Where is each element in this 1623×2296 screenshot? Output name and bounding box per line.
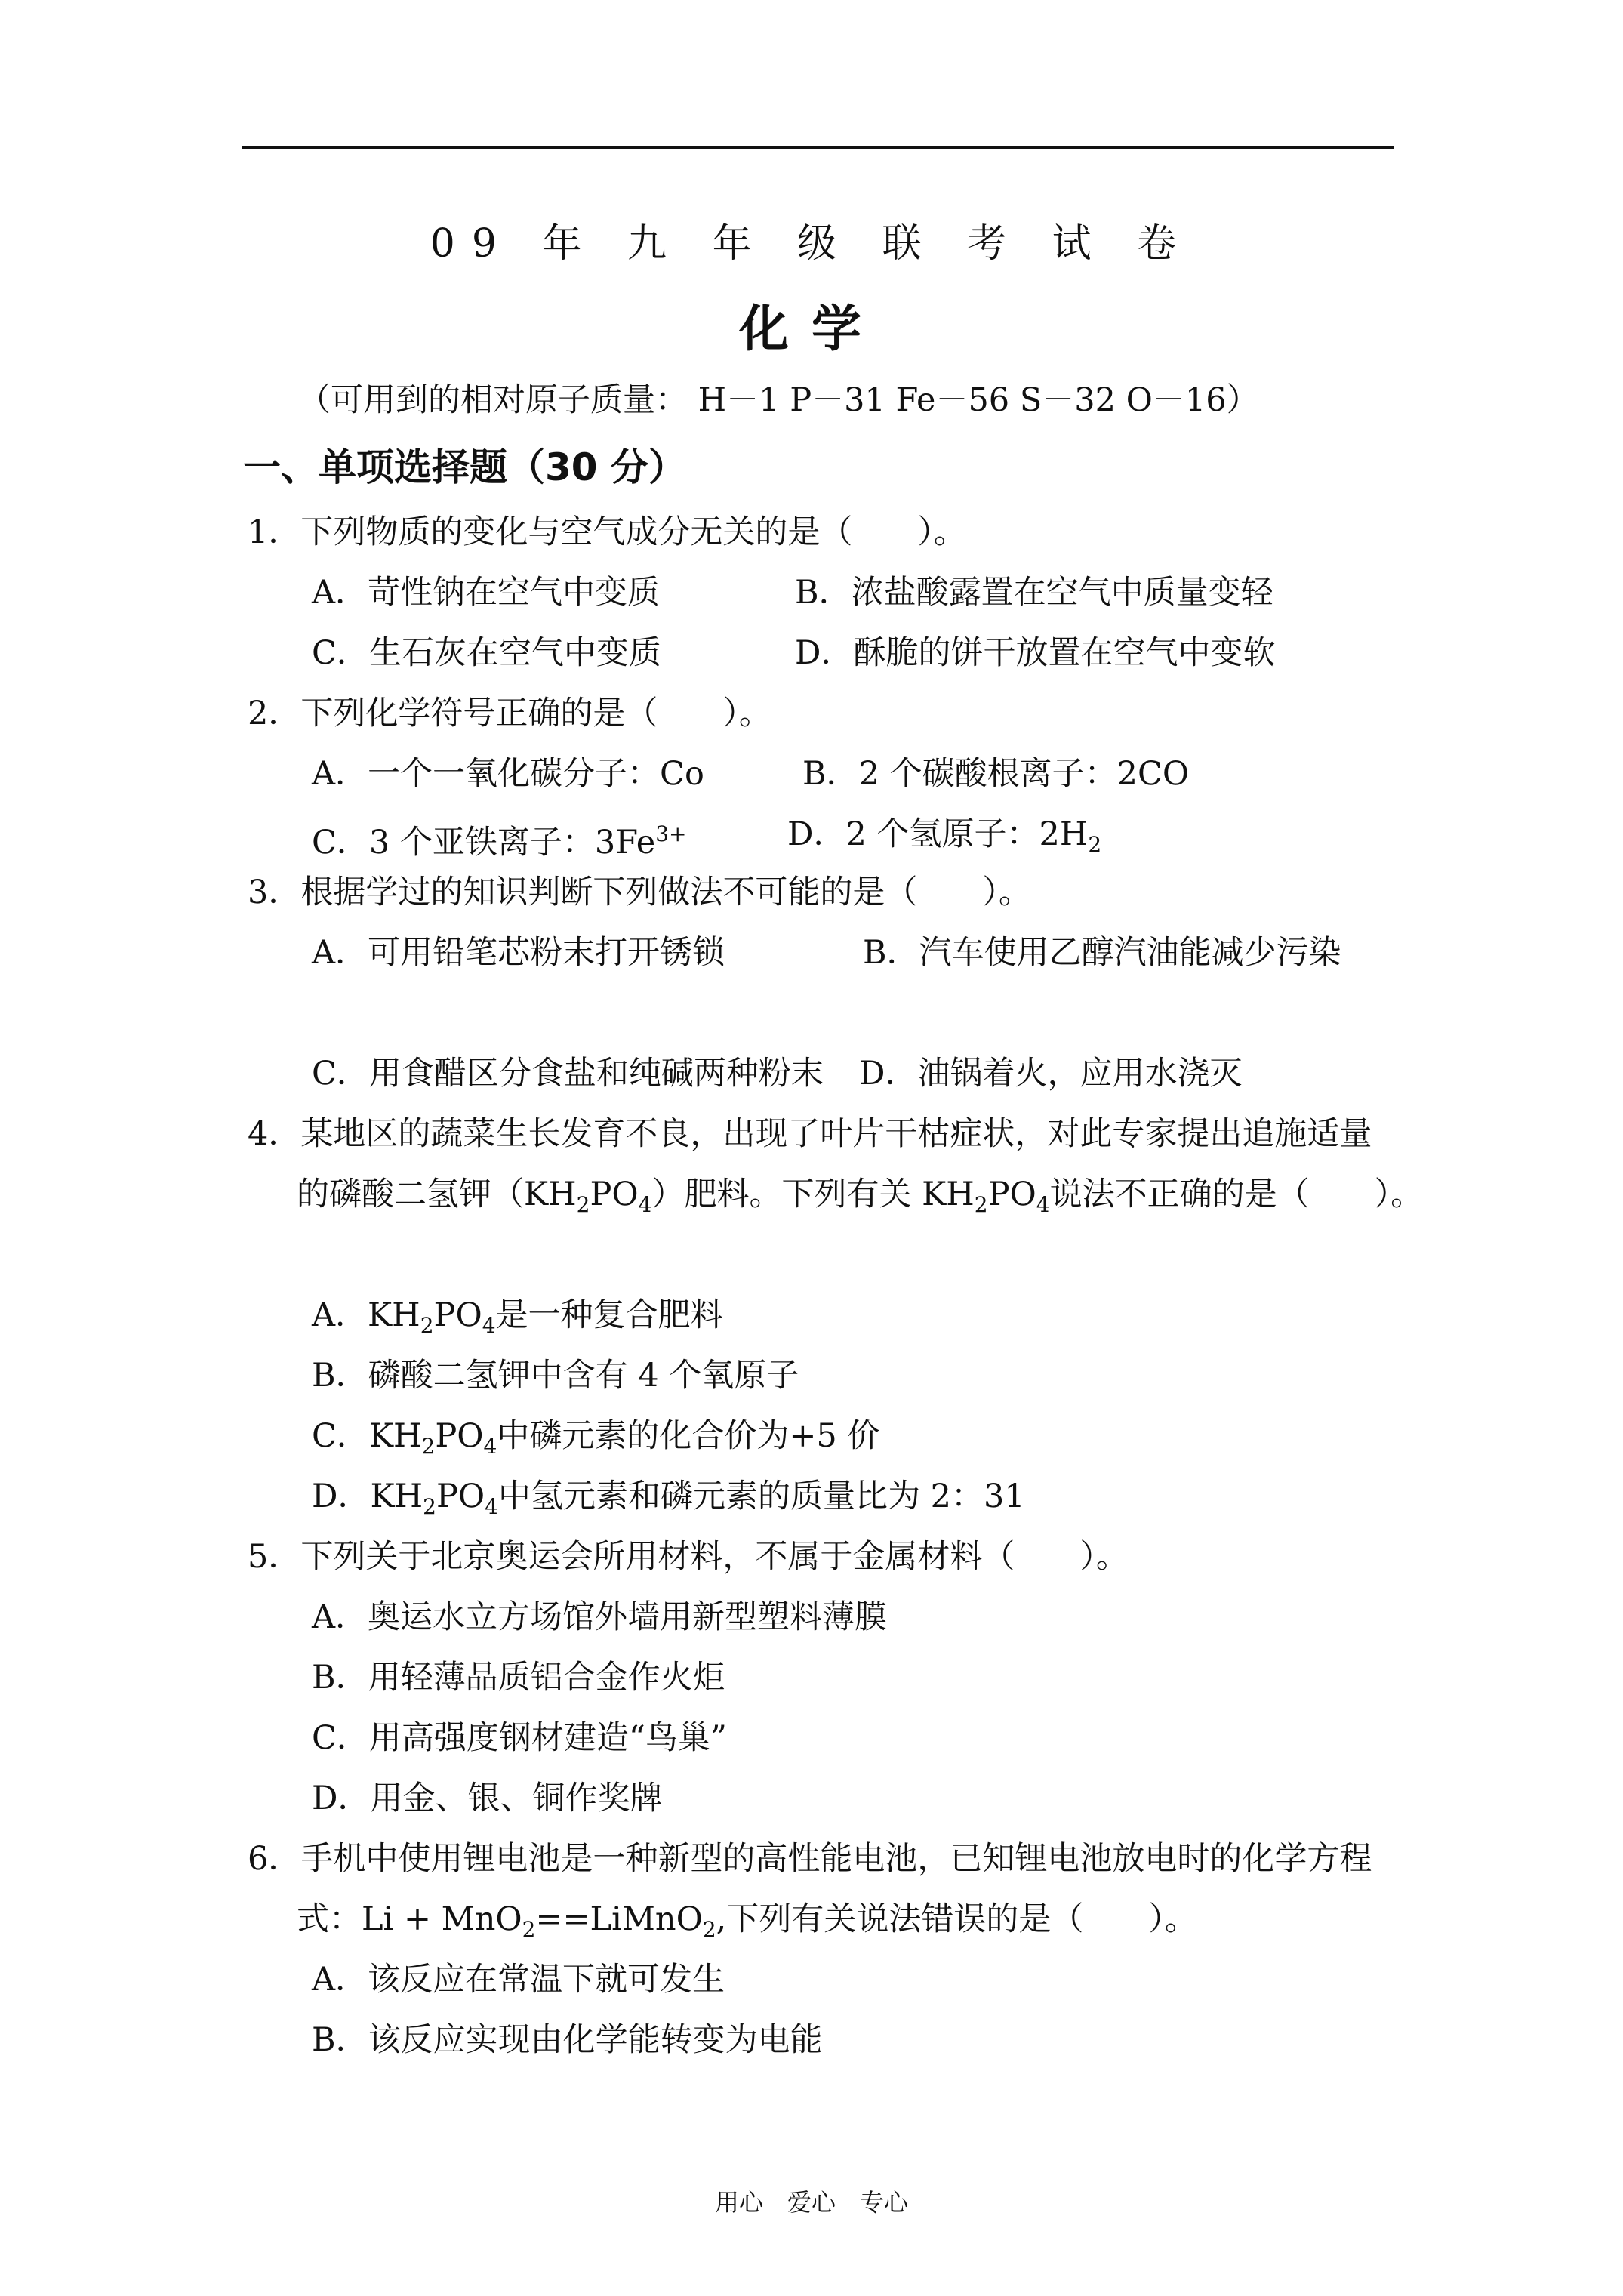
question-5-option-c: C．用高强度钢材建造“鸟巢” <box>312 1719 727 1757</box>
question-4-option-d: D．$KH_2PO_4$中氢元素和磷元素的质量比为 2：31 <box>312 1478 1025 1519</box>
question-4-option-b: B．磷酸二氢钾中含有 4 个氧原子 <box>312 1357 799 1395</box>
question-1-option-c: C．生石灰在空气中变质 <box>312 634 661 672</box>
question-5-option-a: A．奥运水立方场馆外墙用新型塑料薄膜 <box>312 1598 888 1636</box>
question-3-option-b: B．汽车使用乙醇汽油能减少污染 <box>863 934 1341 972</box>
question-1-stem: 1．下列物质的变化与空气成分无关的是（ ）。 <box>248 513 966 551</box>
question-5-stem: 5．下列关于北京奥运会所用材料，不属于金属材料（ ）。 <box>248 1538 1129 1576</box>
exam-title: 09 年 九 年 级 联 考 试 卷 <box>430 221 1193 267</box>
header-rule <box>242 146 1394 149</box>
question-3-option-a: A．可用铅笔芯粉末打开锈锁 <box>312 934 725 972</box>
question-6-option-b: B．该反应实现由化学能转变为电能 <box>312 2021 823 2059</box>
question-2-stem: 2．下列化学符号正确的是（ ）。 <box>248 695 771 732</box>
question-6-stem-line-1: 6．手机中使用锂电池是一种新型的高性能电池，已知锂电池放电时的化学方程 <box>248 1840 1372 1878</box>
question-4-stem-line-2: 的磷酸二氢钾$(KH_2PO_4)$肥料。下列有关 $KH_2PO_4$说法不正确的是（ ）。 <box>297 1176 1424 1217</box>
atomic-masses-note: （可用到的相对原子质量： H－1 P－31 Fe－56 S－32 O－16） <box>298 381 1259 419</box>
question-2-option-a: A．一个一氧化碳分子：Co <box>312 755 704 793</box>
page-footer: 用心 爱心 专心 <box>714 2188 908 2217</box>
question-2-option-c: C．3 个亚铁离子：$3Fe^{3+}$ <box>312 821 687 861</box>
section-heading: 一、单项选择题（30 分） <box>243 445 686 489</box>
question-4-stem-line-1: 4．某地区的蔬菜生长发育不良，出现了叶片干枯症状，对此专家提出追施适量 <box>248 1115 1372 1153</box>
question-1-option-b: B．浓盐酸露置在空气中质量变轻 <box>795 574 1273 612</box>
question-6-option-a: A．该反应在常温下就可发生 <box>312 1961 725 1999</box>
question-1-option-d: D．酥脆的饼干放置在空气中变软 <box>795 634 1276 672</box>
question-3-option-d: D．油锅着火，应用水浇灭 <box>859 1055 1243 1093</box>
question-2-option-b: B．2 个碳酸根离子：2CO <box>802 755 1190 793</box>
question-3-stem: 3．根据学过的知识判断下列做法不可能的是（ ）。 <box>248 874 1031 911</box>
question-4-option-a: A．$KH_2PO_4$是一种复合肥料 <box>312 1296 723 1338</box>
subject-title: 化学 <box>739 299 884 358</box>
question-1-option-a: A．苛性钠在空气中变质 <box>312 574 661 612</box>
question-3-option-c: C．用食醋区分食盐和纯碱两种粉末 <box>312 1055 824 1093</box>
question-6-stem-line-2: 式：Li + MnO$_2$==LiMnO$_2$,下列有关说法错误的是（ ）。 <box>297 1900 1197 1942</box>
question-5-option-d: D．用金、银、铜作奖牌 <box>312 1780 663 1817</box>
question-5-option-b: B．用轻薄品质铝合金作火炬 <box>312 1659 725 1697</box>
question-2-option-d: D．2 个氢原子：$2H_2$ <box>787 815 1102 857</box>
question-4-option-c: C．$KH_2PO_4$中磷元素的化合价为+5 价 <box>312 1417 880 1459</box>
